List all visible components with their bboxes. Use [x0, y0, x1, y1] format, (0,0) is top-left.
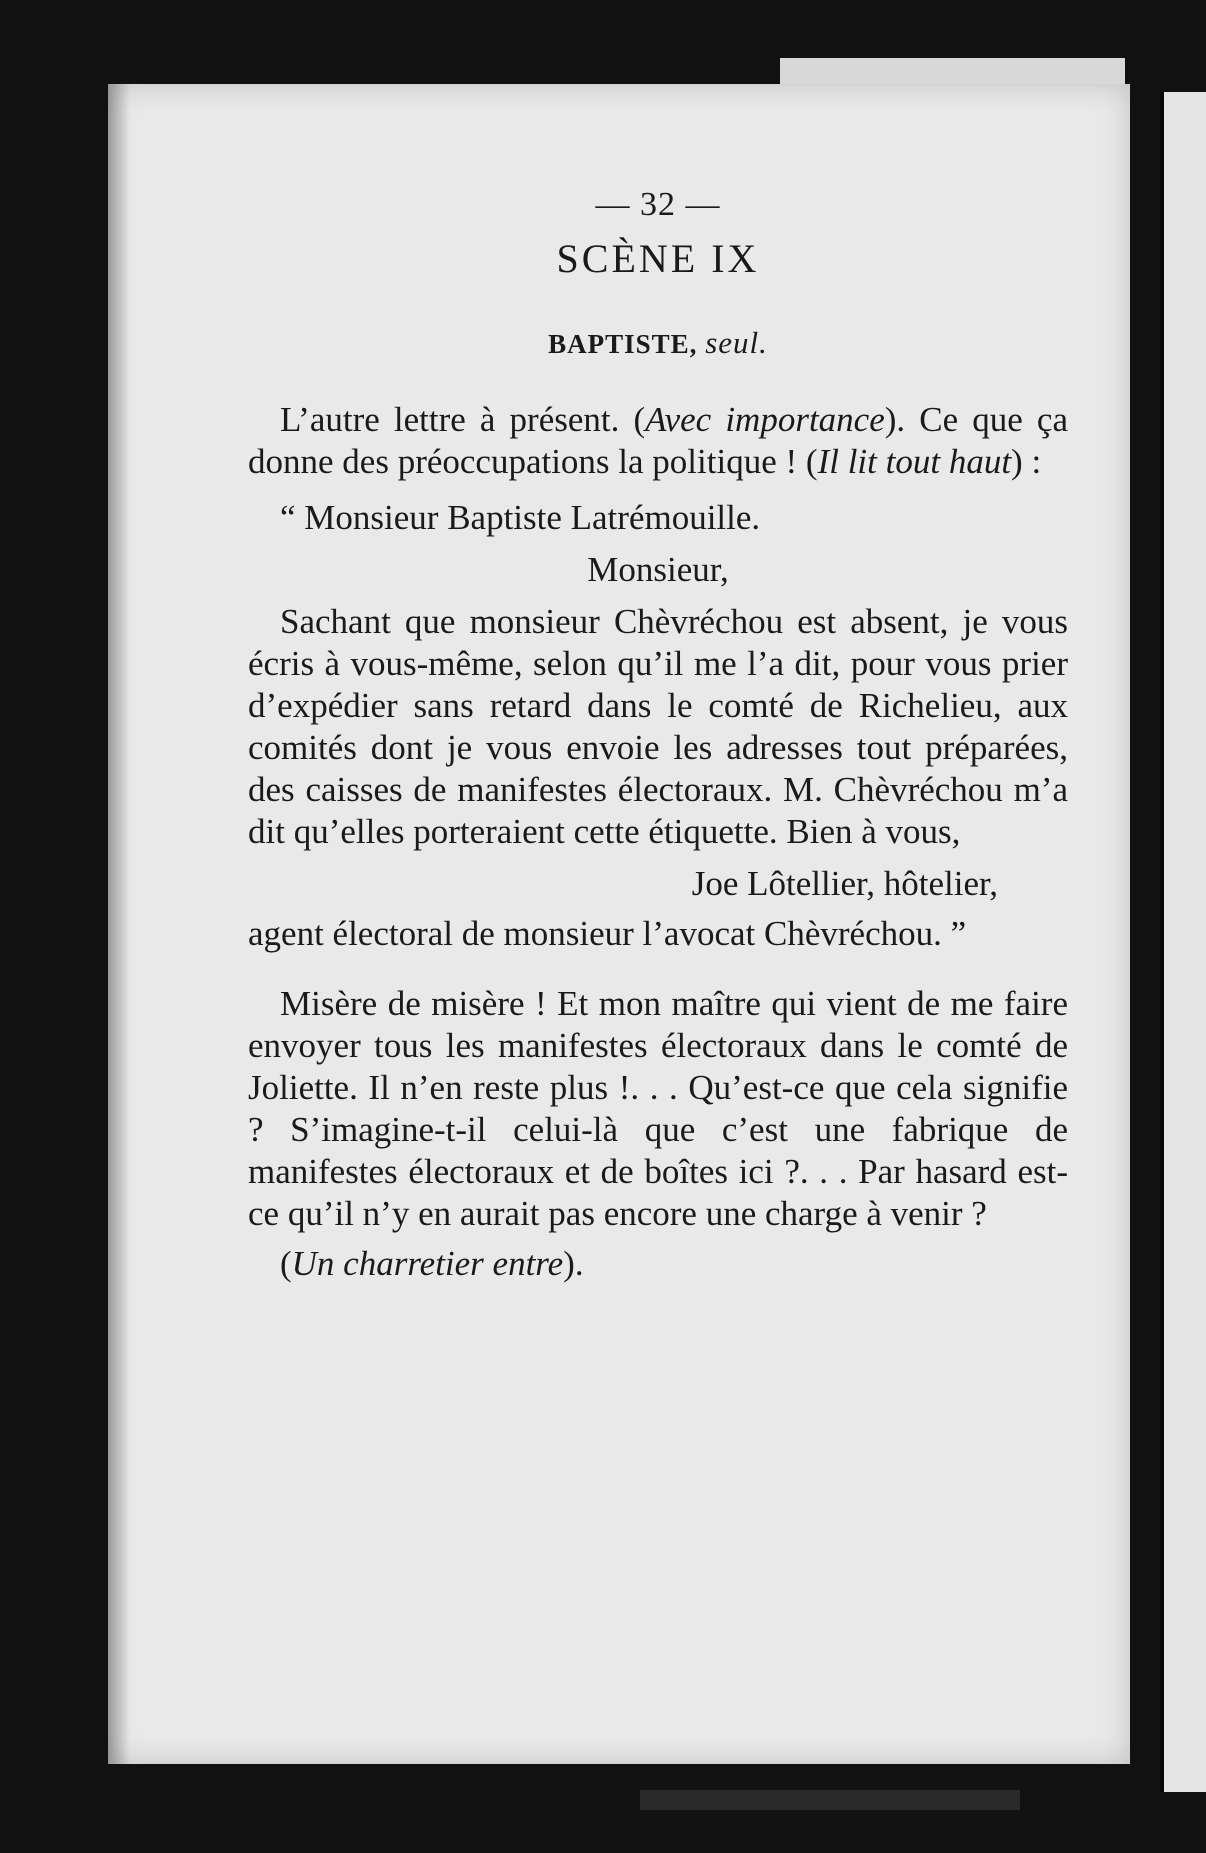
speaker-direction: seul.	[705, 325, 768, 360]
letter-opening: “ Monsieur Baptiste Latrémouille.	[280, 498, 761, 537]
stage-direction-open: (	[280, 1244, 292, 1283]
p1-stage-direction-1: Avec importance	[645, 400, 885, 439]
stage-direction-close: ).	[563, 1244, 584, 1283]
binding-shadow	[108, 84, 130, 1764]
page-number: — 32 —	[595, 186, 721, 223]
scene-title: SCÈNE IX	[556, 236, 760, 281]
paragraph-1	[248, 399, 1068, 483]
p1-stage-direction-2: Il lit tout haut	[817, 442, 1012, 481]
letter-body: Sachant que monsieur Chèvréchou est absent, je vous écris à vous-même, selon qu’il me l’a dit, pour vous prier d’expédier sans retard dans le comté de Richelieu, aux comités dont je vous envoie les adresses tout préparées, des caisses de manifestes électoraux. M. Chèvréchou m’a dit qu’elles porteraient cette étiquette. Bien à vous,	[248, 602, 1068, 851]
spacer	[248, 955, 1068, 983]
book-page	[108, 84, 1130, 1764]
letter-salutation: Monsieur,	[587, 550, 729, 589]
paragraph-2: Misère de misère ! Et mon maître qui vient de me faire envoyer tous les manifestes électoraux dans le comté de Joliette. Il n’en reste plus !. . . Qu’est-ce que cela signifie ? S’imagine-t-il celui-là que c’est une fabrique de manifestes électoraux et de boîtes ici ?. . . Par hasard est-ce qu’il n’y en aurait pas encore une charge à venir ?	[248, 984, 1068, 1233]
p1-part-e: ) :	[1011, 442, 1042, 481]
stage-direction-text: Un charretier entre	[291, 1244, 564, 1283]
p1-part-a: L’autre lettre à présent. (	[280, 400, 646, 439]
bottom-edge-scrap	[640, 1790, 1020, 1810]
speaker-name: BAPTISTE,	[548, 329, 698, 359]
speaker-heading	[248, 322, 1068, 365]
letter-signature-title: agent électoral de monsieur l’avocat Chèvréchou. ”	[248, 914, 967, 953]
next-page-edge	[1160, 92, 1206, 1792]
letter-signature: Joe Lôtellier, hôtelier,	[691, 864, 998, 903]
page-text	[248, 184, 1068, 1285]
p1-part-c: ). Ce que ça donne des préoccupations la politique ! (	[248, 400, 1068, 481]
stage-direction	[248, 1243, 1068, 1285]
